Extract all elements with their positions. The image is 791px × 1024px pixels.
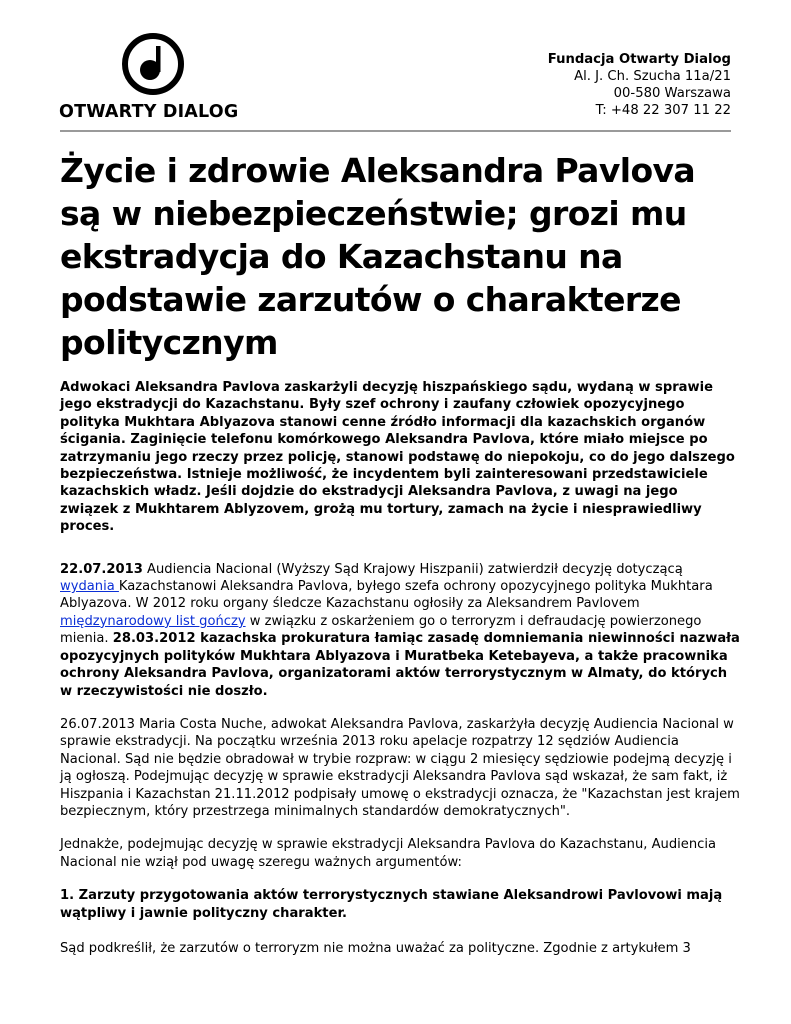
date-highlight: 22.07.2013 xyxy=(60,561,143,577)
organization-address-street: Al. J. Ch. Szucha 11a/21 xyxy=(574,69,731,84)
link-wydania[interactable]: wydania xyxy=(60,579,119,595)
lead-paragraph: Adwokaci Aleksandra Pavlova zaskarżyli decyzję hiszpańskiego sądu, wydaną w sprawie jego ekstradycji do Kazachstanu. Były szef ochrony i zaufany człowiek opozycyjnego polityka Mukhtara Ablyazova stanowi cenne źródło informacji dla kazachskich organów ścigania. Zaginięcie telefonu komórkowego Aleksandra Pavlova, które miało miejsce po zatrzymaniu jego rzeczy przez policję, stanowi podstawę do niepokoju, co do jego dalszego bezpieczeństwa. Istnieje możliwość, że incydentem byli zainteresowani przedstawiciele kazachskich władz. Jeśli dojdzie do ekstradycji Aleksandra Pavlova, z uwagi na jego związek z Mukhtarem Ablyzovem, grożą mu tortury, zamach na życie i niesprawiedliwy proces. xyxy=(60,380,735,535)
paragraph-appeal: 26.07.2013 Maria Costa Nuche, adwokat Aleksandra Pavlova, zaskarżyła decyzję Audiencia Nacional w sprawie ekstradycji. Na początku września 2013 roku apelacje rozpatrzy 12 sędziów Audiencia Nacional. Sąd nie będzie obradował w trybie rozpraw: w ciągu 2 miesięcy sędziowie podejmą decyzję i ją ogłoszą. Podejmując decyzję w sprawie ekstradycji Aleksandra Pavlova sąd wskazał, że sam fakt, iż Hiszpania i Kazachstan 21.11.2012 podpisały umowę o ekstradycji oznacza, że "Kazachstan jest krajem bezpiecznym, który przestrzega minimalnych standardów demokratycznych". xyxy=(60,716,740,819)
otwarty-dialog-logo xyxy=(59,32,249,122)
link-international-warrant[interactable]: międzynarodowy list gończy xyxy=(60,613,246,629)
header-divider xyxy=(60,130,731,132)
organization-phone: T: +48 22 307 11 22 xyxy=(595,103,731,118)
organization-contact-block xyxy=(548,51,731,119)
argument-heading-1: 1. Zarzuty przygotowania aktów terrorystycznych stawiane Aleksandrowi Pavlovowi mają wątpliwy i jawnie polityczny charakter. xyxy=(60,888,723,921)
paragraph-text: Kazachstanowi Aleksandra Pavlova, byłego szefa ochrony opozycyjnego polityka Mukhtara Ablyazova. W 2012 roku organy śledcze Kazachstanu ogłosiły za Aleksandrem Pavlovem xyxy=(60,579,713,612)
paragraph-arguments-intro: Jednakże, podejmując decyzję w sprawie ekstradycji Aleksandra Pavlova do Kazachstanu, Audiencia Nacional nie wziął pod uwagę szeregu ważnych argumentów: xyxy=(60,837,717,870)
paragraph-extradition-decision xyxy=(60,561,740,700)
organization-address-city: 00-580 Warszawa xyxy=(613,86,731,101)
paragraph-text: Audiencia Nacional (Wyższy Sąd Krajowy Hiszpanii) zatwierdził decyzję dotyczącą xyxy=(142,561,683,577)
logo-text: OTWARTY DIALOG xyxy=(59,102,239,122)
bold-statement: 28.03.2012 kazachska prokuratura łamiąc zasadę domniemania niewinności nazwała opozycyjnych polityków Mukhtara Ablyazova i Muratbeka Ketebayeva, a także pracownika ochrony Aleksandra Pavlova, organizatorami aktów terrorystycznym w Almaty, do których w rzeczywistości nie doszło. xyxy=(60,631,740,699)
otwarty-dialog-logo-icon xyxy=(121,32,185,96)
paragraph-text: w związku z oskarżeniem go o terroryzm i defraudację powierzonego mienia. xyxy=(60,613,702,647)
document-title: Życie i zdrowie Aleksandra Pavlova są w niebezpieczeństwie; grozi mu ekstradycja do Kazachstanu na podstawie zarzutów o charakterze politycznym xyxy=(60,151,696,362)
organization-name: Fundacja Otwarty Dialog xyxy=(547,52,731,67)
paragraph-court-emphasis-clipped xyxy=(60,940,740,960)
document-body xyxy=(60,379,740,960)
paragraph-court-emphasis: Sąd podkreślił, że zarzutów o terroryzm nie można uważać za polityczne. Zgodnie z artykułem 3 xyxy=(60,940,691,956)
